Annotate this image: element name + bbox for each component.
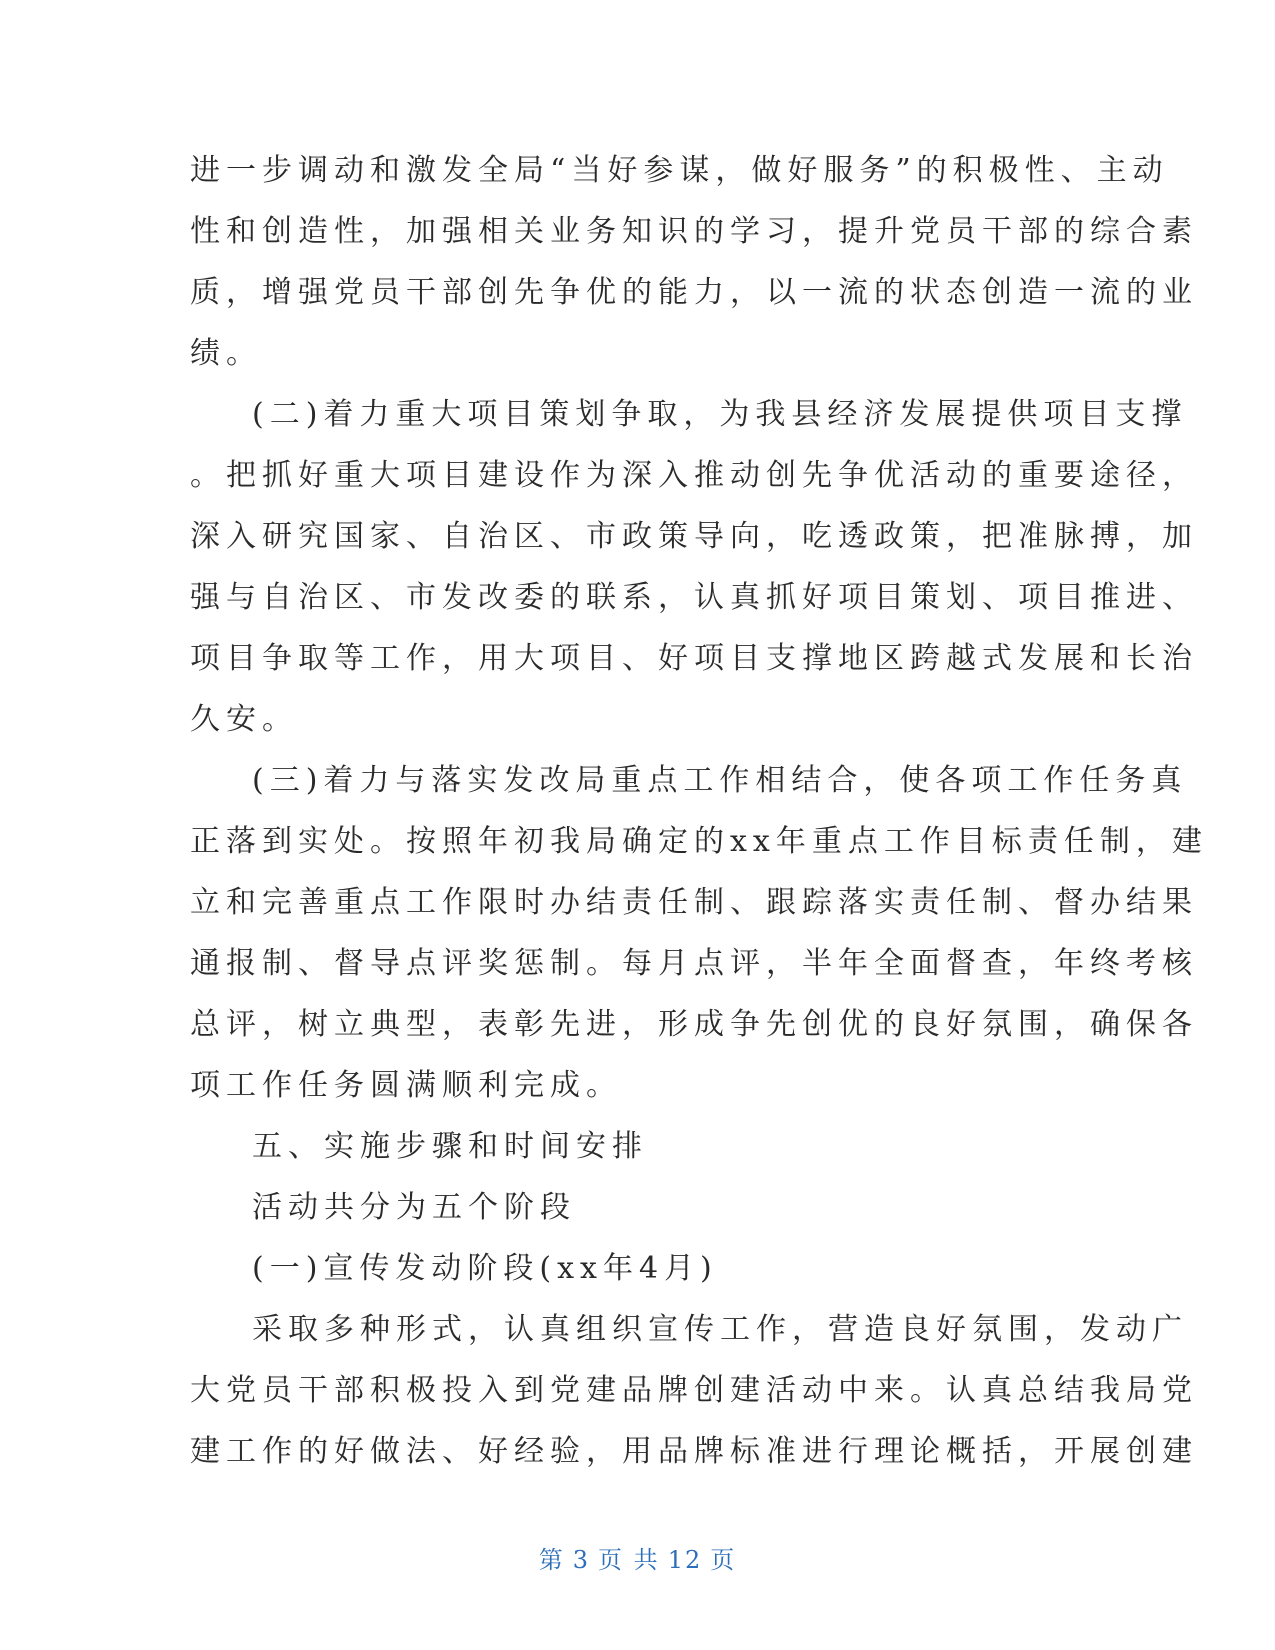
page-footer: [0, 1540, 1275, 1575]
text-line: 建工作的好做法、好经验，用品牌标准进行理论概括，开展创建: [190, 1434, 1198, 1469]
chapter-heading: 五、实施步骤和时间安排: [252, 1129, 648, 1164]
text-line: 活动共分为五个阶段: [252, 1190, 576, 1225]
text-line: 强与自治区、市发改委的联系，认真抓好项目策划、项目推进、: [190, 580, 1198, 615]
text-line: 立和完善重点工作限时办结责任制、跟踪落实责任制、督办结果: [190, 885, 1198, 920]
text-line: 项工作任务圆满顺利完成。: [190, 1068, 622, 1103]
text-line: 大党员干部积极投入到党建品牌创建活动中来。认真总结我局党: [190, 1373, 1198, 1408]
section-heading-3: (三)着力与落实发改局重点工作相结合，使各项工作任务真: [252, 763, 1188, 798]
text-line: 深入研究国家、自治区、市政策导向，吃透政策，把准脉搏，加: [190, 519, 1198, 554]
text-line: 。把抓好重大项目建设作为深入推动创先争优活动的重要途径，: [190, 458, 1198, 493]
footer-middle: 页 共: [598, 1546, 660, 1574]
document-body: [190, 140, 1208, 1482]
text-line: 性和创造性，加强相关业务知识的学习，提升党员干部的综合素: [190, 214, 1198, 249]
text-line: 通报制、督导点评奖惩制。每月点评，半年全面督查，年终考核: [190, 946, 1198, 981]
stage-heading: (一)宣传发动阶段(xx年4月): [252, 1251, 718, 1286]
text-line: 进一步调动和激发全局“当好参谋，做好服务”的积极性、主动: [190, 153, 1169, 188]
text-line: 绩。: [190, 336, 262, 371]
text-line: 采取多种形式，认真组织宣传工作，营造良好氛围，发动广: [252, 1312, 1188, 1347]
total-pages-number: 12: [667, 1546, 703, 1574]
text-line: 久安。: [190, 702, 298, 737]
text-line: 质，增强党员干部创先争优的能力，以一流的状态创造一流的业: [190, 275, 1198, 310]
current-page-number: 3: [572, 1546, 591, 1574]
text-line: 总评，树立典型，表彰先进，形成争先创优的良好氛围，确保各: [190, 1007, 1198, 1042]
text-line: 项目争取等工作，用大项目、好项目支撑地区跨越式发展和长治: [190, 641, 1198, 676]
section-heading-2: (二)着力重大项目策划争取，为我县经济发展提供项目支撑: [252, 397, 1188, 432]
footer-prefix: 第: [538, 1546, 565, 1574]
footer-suffix: 页: [710, 1546, 737, 1574]
text-line: 正落到实处。按照年初我局确定的xx年重点工作目标责任制，建: [190, 824, 1208, 859]
